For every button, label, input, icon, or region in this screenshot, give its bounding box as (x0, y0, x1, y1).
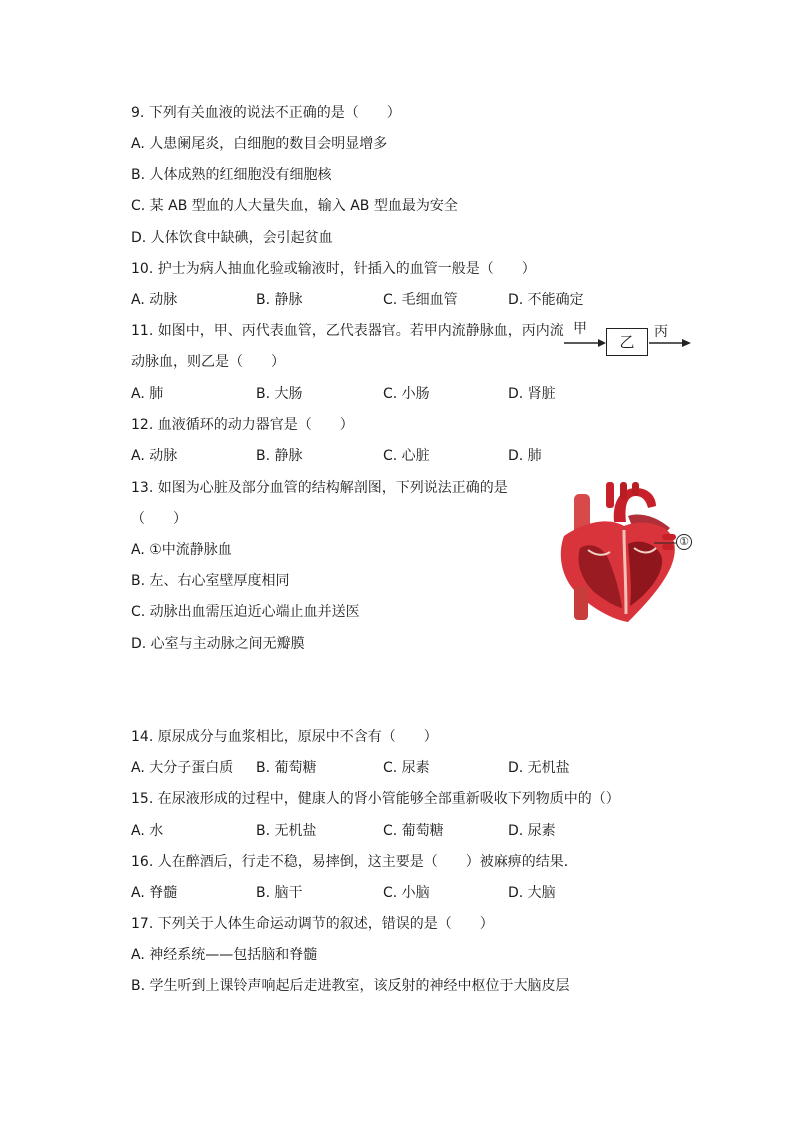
question-13-option-c: C. 动脉出血需压迫近心端止血并送医 (131, 604, 360, 620)
question-10-option-a: A. 动脉 (131, 292, 178, 308)
question-12-option-a: A. 动脉 (131, 448, 178, 464)
blood-flow-diagram (563, 320, 695, 364)
diagram-vessel-jia: 甲 (573, 321, 587, 337)
question-11-option-a: A. 肺 (131, 386, 164, 402)
question-15-stem: 15. 在尿液形成的过程中，健康人的肾小管能够全部重新吸收下列物质中的（） (131, 791, 620, 807)
question-17-stem: 17. 下列关于人体生命运动调节的叙述，错误的是（ ） (131, 916, 494, 932)
question-9-option-d: D. 人体饮食中缺碘，会引起贫血 (131, 230, 333, 246)
question-12-stem: 12. 血液循环的动力器官是（ ） (131, 417, 354, 433)
question-10-option-c: C. 毛细血管 (383, 292, 458, 308)
question-14-option-b: B. 葡萄糖 (256, 760, 317, 776)
question-9-option-b: B. 人体成熟的红细胞没有细胞核 (131, 167, 332, 183)
question-14-option-c: C. 尿素 (383, 760, 430, 776)
question-13-option-b: B. 左、右心室壁厚度相同 (131, 573, 290, 589)
question-12-option-d: D. 肺 (508, 448, 542, 464)
diagram-vessel-bing: 丙 (654, 324, 668, 340)
diagram-organ-yi: 乙 (606, 328, 648, 356)
question-16-option-a: A. 脊髓 (131, 885, 178, 901)
question-12-option-b: B. 静脉 (256, 448, 303, 464)
question-17-option-b: B. 学生听到上课铃声响起后走进教室，该反射的神经中枢位于大脑皮层 (131, 978, 570, 994)
question-13-option-d: D. 心室与主动脉之间无瓣膜 (131, 636, 305, 652)
question-16-option-c: C. 小脑 (383, 885, 430, 901)
question-13-option-a: A. ①中流静脉血 (131, 542, 232, 558)
question-17-option-a: A. 神经系统——包括脑和脊髓 (131, 947, 318, 963)
question-11-option-c: C. 小肠 (383, 386, 430, 402)
question-9-option-c: C. 某 AB 型血的人大量失血，输入 AB 型血最为安全 (131, 198, 458, 214)
question-16-option-b: B. 脑干 (256, 885, 303, 901)
question-13-stem-continued: （ ） (131, 511, 187, 527)
question-10-option-d: D. 不能确定 (508, 292, 584, 308)
question-15-option-b: B. 无机盐 (256, 823, 317, 839)
question-11-stem: 11. 如图中，甲、丙代表血管，乙代表器官。若甲内流静脉血，丙内流 (131, 323, 564, 339)
heart-anatomy-illustration (544, 482, 694, 624)
question-14-option-a: A. 大分子蛋白质 (131, 760, 234, 776)
question-10-stem: 10. 护士为病人抽血化验或输液时，针插入的血管一般是（ ） (131, 261, 536, 277)
question-16-stem: 16. 人在醉酒后，行走不稳，易摔倒，这主要是（ ）被麻痹的结果． (131, 854, 578, 870)
question-12-option-c: C. 心脏 (383, 448, 430, 464)
question-13-stem: 13. 如图为心脏及部分血管的结构解剖图，下列说法正确的是 (131, 480, 508, 496)
figure-marker-1: ① (676, 534, 692, 550)
question-11-option-b: B. 大肠 (256, 386, 303, 402)
question-14-option-d: D. 无机盐 (508, 760, 570, 776)
question-15-option-a: A. 水 (131, 823, 164, 839)
question-15-option-c: C. 葡萄糖 (383, 823, 444, 839)
question-16-option-d: D. 大脑 (508, 885, 556, 901)
question-10-option-b: B. 静脉 (256, 292, 303, 308)
question-9-option-a: A. 人患阑尾炎，白细胞的数目会明显增多 (131, 136, 388, 152)
question-11-option-d: D. 肾脏 (508, 386, 556, 402)
question-15-option-d: D. 尿素 (508, 823, 556, 839)
question-14-stem: 14. 原尿成分与血浆相比，原尿中不含有（ ） (131, 729, 438, 745)
question-9-stem: 9. 下列有关血液的说法不正确的是（ ） (131, 105, 401, 121)
question-11-stem-continued: 动脉血，则乙是（ ） (131, 354, 285, 370)
